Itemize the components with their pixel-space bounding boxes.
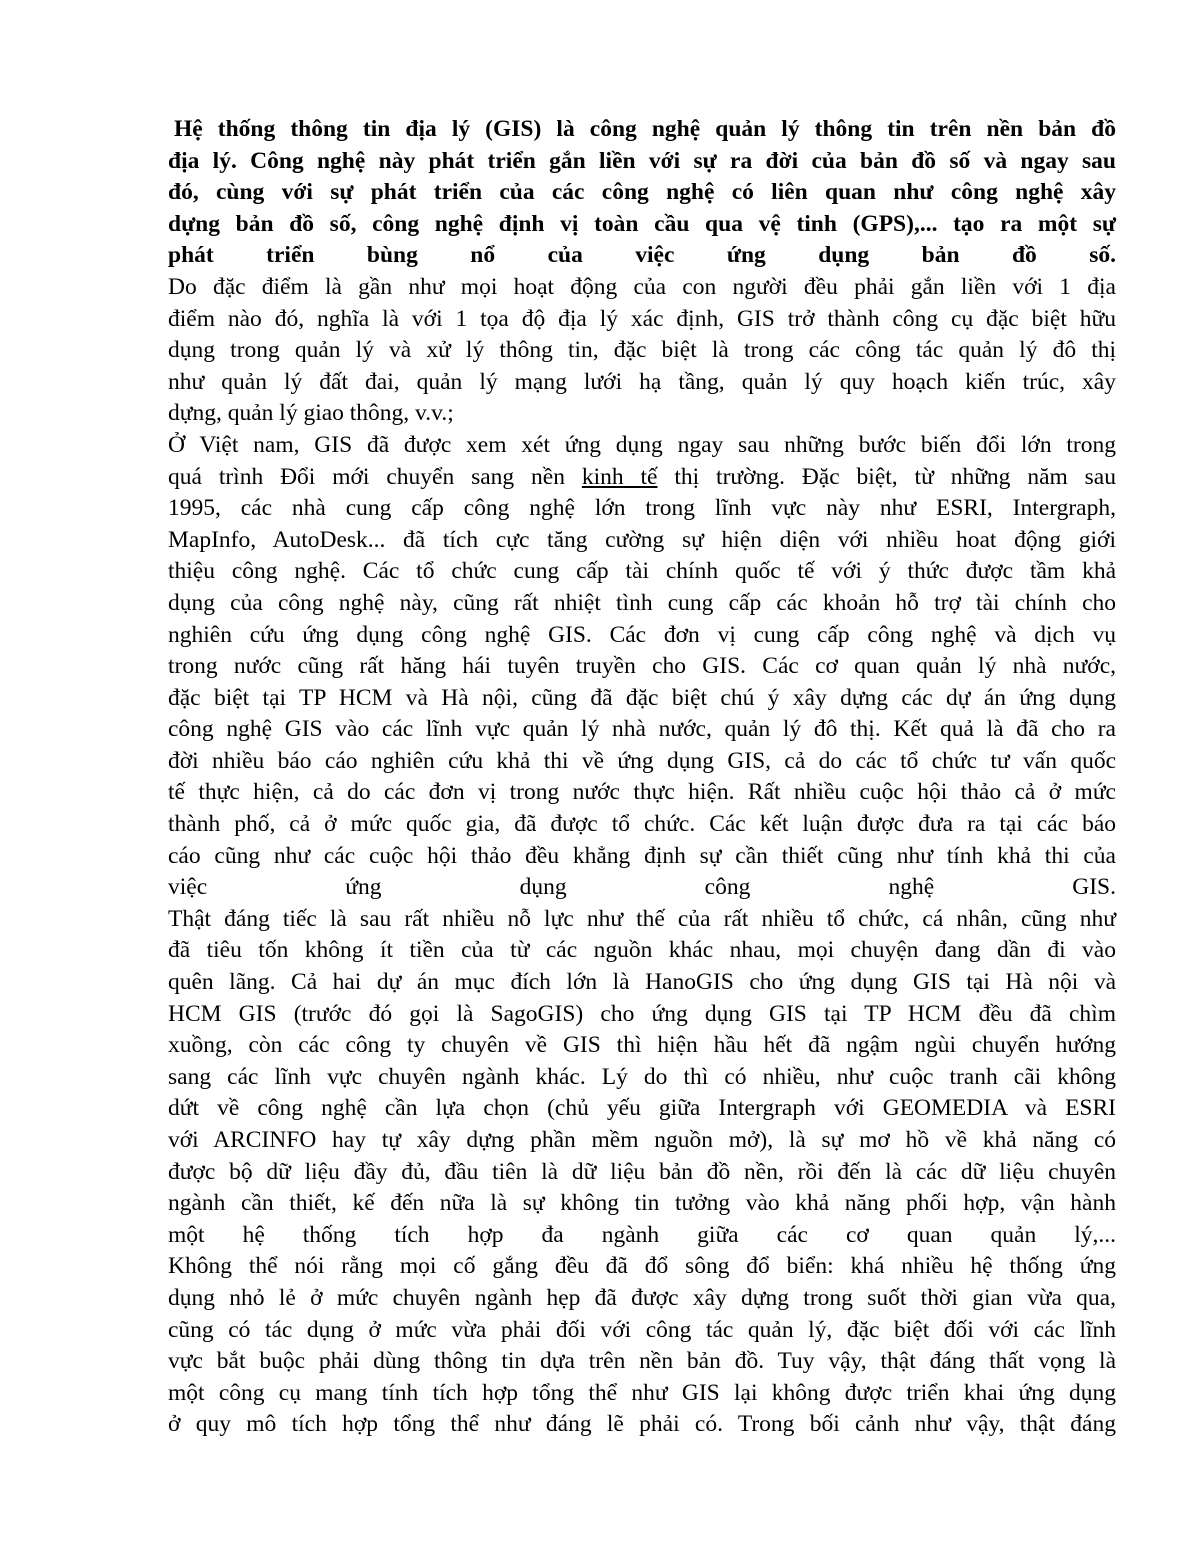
text-line: đã tiêu tốn không ít tiền của từ các nguồn khác nhau, mọi chuyện đang dần đi vào <box>168 937 1116 964</box>
text-line: nghiên cứu ứng dụng công nghệ GIS. Các đơn vị cung cấp công nghệ và dịch vụ <box>168 621 1116 648</box>
text-line: đó, cùng với sự phát triển của các công nghệ có liên quan như công nghệ xây <box>168 179 1116 206</box>
text-line: vực bắt buộc phải dùng thông tin dựa trên nền bản đồ. Tuy vậy, thật đáng thất vọng là <box>168 1348 1116 1375</box>
text-line: ngành cần thiết, kế đến nữa là sự không tin tưởng vào khả năng phối hợp, vận hành <box>168 1190 1116 1217</box>
text-line: Không thể nói rằng mọi cố gắng đều đã đổ sông đổ biển: khá nhiều hệ thống ứng <box>168 1253 1116 1280</box>
text-line: Thật đáng tiếc là sau rất nhiều nỗ lực như thế của rất nhiều tổ chức, cá nhân, cũng như <box>168 905 1116 932</box>
hyperlink-kinh-te[interactable]: kinh tế <box>581 463 658 490</box>
text-line: dứt về công nghệ cần lựa chọn (chủ yếu giữa Intergraph với GEOMEDIA và ESRI <box>168 1095 1116 1122</box>
text-line: MapInfo, AutoDesk... đã tích cực tăng cường sự hiện diện với nhiều hoat động giới <box>168 526 1116 553</box>
text-line: đời nhiều báo cáo nghiên cứu khả thi về ứng dụng GIS, cả do các tổ chức tư vấn quốc <box>168 747 1116 774</box>
text-line: quên lãng. Cả hai dự án mục đích lớn là HanoGIS cho ứng dụng GIS tại Hà nội và <box>168 969 1116 996</box>
text-line: địa lý. Công nghệ này phát triển gắn liền với sự ra đời của bản đồ số và ngay sau <box>168 147 1116 174</box>
text-line: dụng nhỏ lẻ ở mức chuyên ngành hẹp đã được xây dựng trong suốt thời gian vừa qua, <box>168 1284 1116 1311</box>
text-segment: thị trường. Đặc biệt, từ những năm sau <box>657 463 1116 490</box>
text-line: đặc biệt tại TP HCM và Hà nội, cũng đã đặc biệt chú ý xây dựng các dự án ứng dụng <box>168 684 1116 711</box>
text-line: trong nước cũng rất hăng hái tuyên truyền cho GIS. Các cơ quan quản lý nhà nước, <box>168 653 1116 680</box>
text-line: một hệ thống tích hợp đa ngành giữa các cơ quan quản lý,... <box>168 1221 1116 1248</box>
text-line: Hệ thống thông tin địa lý (GIS) là công nghệ quản lý thông tin trên nền bản đồ <box>174 116 1116 142</box>
text-segment: quá trình Đổi mới chuyển sang nền <box>168 463 582 490</box>
text-line: dụng của công nghệ này, cũng rất nhiệt tình cung cấp các khoản hỗ trợ tài chính cho <box>168 589 1116 616</box>
text-line: phát triển bùng nổ của việc ứng dụng bản đồ số. <box>168 242 1116 269</box>
text-line: được bộ dữ liệu đầy đủ, đầu tiên là dữ liệu bản đồ nền, rồi đến là các dữ liệu chuyên <box>168 1158 1116 1185</box>
text-line: cáo cũng như các cuộc hội thảo đều khẳng định sự cần thiết cũng như tính khả thi của <box>168 842 1116 869</box>
text-line: ở quy mô tích hợp tổng thể như đáng lẽ phải có. Trong bối cảnh như vậy, thật đáng <box>168 1411 1116 1438</box>
text-line: như quản lý đất đai, quản lý mạng lưới hạ tầng, quản lý quy hoạch kiến trúc, xây <box>168 368 1116 395</box>
text-line: Do đặc điểm là gần như mọi hoạt động của con người đều phải gắn liền với 1 địa <box>168 273 1116 300</box>
text-line: cũng có tác dụng ở mức vừa phải đối với công tác quản lý, đặc biệt đối với các lĩnh <box>168 1316 1116 1343</box>
text-line: với ARCINFO hay tự xây dựng phần mềm nguồn mở), là sự mơ hồ về khả năng có <box>168 1127 1116 1153</box>
text-line: dựng bản đồ số, công nghệ định vị toàn cầu qua vệ tinh (GPS),... tạo ra một sự <box>168 210 1116 237</box>
text-line: công nghệ GIS vào các lĩnh vực quản lý nhà nước, quản lý đô thị. Kết quả là đã cho ra <box>168 716 1116 743</box>
text-line: 1995, các nhà cung cấp công nghệ lớn trong lĩnh vực này như ESRI, Intergraph, <box>168 495 1116 522</box>
text-line: xuồng, còn các công ty chuyên về GIS thì hiện hầu hết đã ngậm ngùi chuyển hướng <box>168 1032 1116 1059</box>
text-line <box>168 462 1116 494</box>
text-line: một công cụ mang tính tích hợp tổng thể như GIS lại không được triển khai ứng dụng <box>168 1379 1116 1406</box>
text-line: dựng, quản lý giao thông, v.v.; <box>168 400 454 427</box>
text-line: dụng trong quản lý và xử lý thông tin, đặc biệt là trong các công tác quản lý đô thị <box>168 337 1116 364</box>
text-line: HCM GIS (trước đó gọi là SagoGIS) cho ứng dụng GIS tại TP HCM đều đã chìm <box>168 1000 1116 1027</box>
text-line: Ở Việt nam, GIS đã được xem xét ứng dụng ngay sau những bước biến đổi lớn trong <box>168 431 1116 458</box>
text-line: sang các lĩnh vực chuyên ngành khác. Lý do thì có nhiều, như cuộc tranh cãi không <box>168 1063 1116 1090</box>
text-line: tế thực hiện, cả do các đơn vị trong nước thực hiện. Rất nhiều cuộc hội thảo cả ở mức <box>168 779 1116 806</box>
text-line: việc ứng dụng công nghệ GIS. <box>168 874 1116 901</box>
text-line: thành phố, cả ở mức quốc gia, đã được tổ chức. Các kết luận được đưa ra tại các báo <box>168 811 1116 838</box>
text-line: thiệu công nghệ. Các tổ chức cung cấp tài chính quốc tế với ý thức được tầm khả <box>168 558 1116 585</box>
document-body <box>168 114 1116 1441</box>
text-line: điểm nào đó, nghĩa là với 1 tọa độ địa lý xác định, GIS trở thành công cụ đặc biệt hữu <box>168 305 1116 332</box>
